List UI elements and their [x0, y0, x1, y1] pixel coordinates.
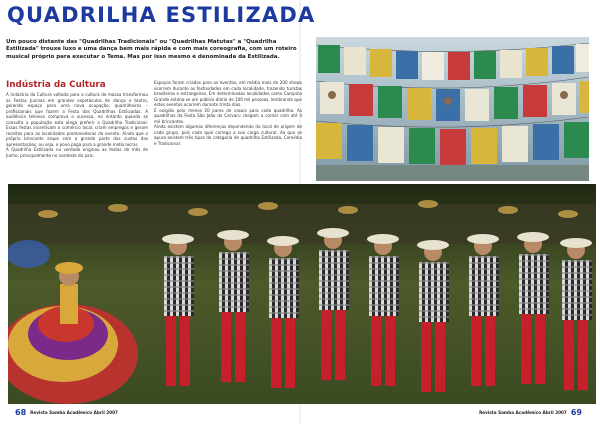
quadrilha-dancers-photo [8, 184, 596, 404]
footer-left [15, 405, 118, 419]
column2-paragraph-3: Ainda existem algumas diferenças dependendo do local de origem de cada grupo, pois cada qual carrega a sua carga cultural. Ao que se apura existem três tipos de categoria de quadrilha Estilizada, Comédia e Tradicional. [154, 124, 302, 146]
dancers-illustration [8, 184, 596, 404]
festival-flags-photo [316, 37, 589, 181]
footer-right [479, 405, 582, 419]
festival-flags-illustration [316, 37, 589, 181]
section-heading: Indústria da Cultura [6, 80, 106, 90]
text-column-1 [6, 92, 148, 158]
column2-paragraph-1: Espaços foram criados para os eventos, em média mais de 200 shows ocorrem durante as festividades em cada localidade, trazendo turistas brasileiros e estrangeiros. Em determinadas localidades como Campina Grande estima-se um público diário de 100 mil pessoas, lembrando que estes eventos ocorrem durante trinta dias. [154, 80, 302, 107]
right-footer-text: Revista Samba Acadêmico Abril 2007 [479, 409, 567, 415]
text-column-2 [154, 80, 302, 146]
column1-paragraph-1: A Indústria da Cultura voltada para a cultura de massa transformou as Festas Juninas em grandes espetáculos de dança e teatro, gerando espaço para uma nova ocupação: quadrilheiros – profissionais que fazem a Festa das Quadrilhas Estilizadas. A audiência televisa comprova o sucesso, no entanto quando se consulta a população esta alega preferir a Quadrilha Tradicional. Essas festas incentivam o comércio local, criam empregos e geram receitas para as localidades promovedoras do evento. Ainda que o próprio brincante arque com a grande parte dos custos das apresentações, ou seja, o povo paga para a grande mídia lucrar. [6, 92, 148, 147]
article-title: QUADRILHA ESTILIZADA [7, 3, 316, 27]
article-lead: Um pouco distante das "Quadrilhas Tradicionais" ou "Quadrilhas Matutas" a "Quadrilha Estilizada" trouxe luxo e uma dança bem mais rápida e com mais coreografia, com um roteiro musical próprio para executar o Tema. Mas por isso mesmo é denominada da Estilizada. [6, 39, 297, 60]
left-footer-text: Revista Samba Acadêmico Abril 2007 [30, 409, 118, 415]
right-page-number: 69 [570, 407, 582, 417]
column1-paragraph-2: A Quadrilha Estilizada na verdade originou as festas do mês de Junho, principalmente no nordeste do país. [6, 147, 148, 158]
left-page-number: 68 [15, 407, 27, 417]
column2-paragraph-2: É exigido pelo menos 20 pares de casais para cada quadrilha. As quadrilhas da Festa São João do Carvaru chegam a contar com até 4 mil brincantes. [154, 107, 302, 124]
